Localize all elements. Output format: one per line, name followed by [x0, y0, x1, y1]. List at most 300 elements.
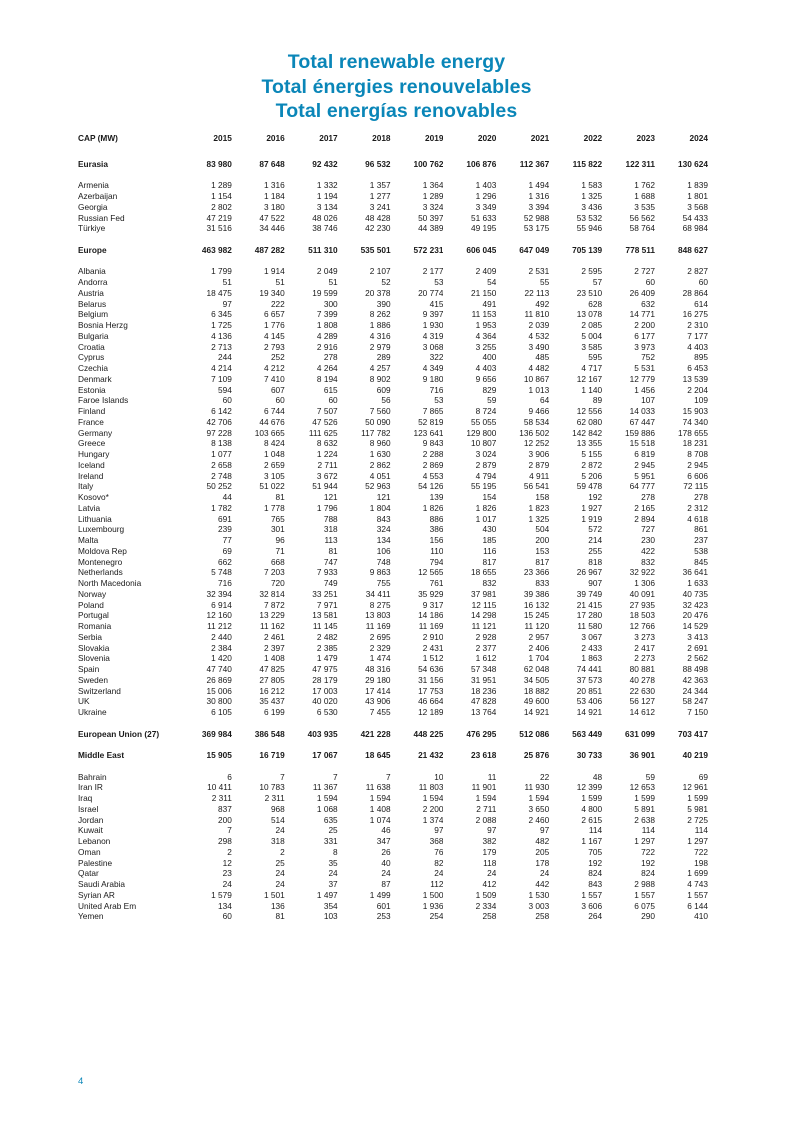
value-cell-2015: 47 740: [206, 664, 232, 674]
country-row-name: Malta: [78, 535, 99, 545]
value-cell-2017: 7 971: [316, 599, 338, 610]
value-cell-2020: 11 901: [471, 782, 497, 793]
value-cell-2020: 258: [482, 911, 497, 922]
value-cell-2019: 21 432: [418, 750, 444, 760]
country-row-name: Slovenia: [78, 653, 110, 664]
value-cell-2017: 25: [328, 825, 338, 836]
country-row-name: United Arab Em: [78, 900, 137, 911]
value-cell-2023: 18 503: [629, 610, 656, 621]
value-cell-2017: 7: [333, 771, 338, 782]
value-cell-2020: 430: [482, 524, 497, 535]
value-cell-2022: 39 749: [576, 588, 603, 599]
value-cell-2023: 2 417: [634, 642, 656, 653]
value-cell-2018: 748: [376, 556, 391, 567]
value-cell-2015: 1 782: [211, 502, 232, 513]
country-row: [78, 653, 708, 664]
table-header-row: [78, 128, 708, 148]
value-cell-2016: 514: [270, 814, 285, 825]
value-cell-2017: 11 145: [312, 621, 338, 631]
value-cell-2020: 2 879: [475, 459, 497, 470]
page-titles: [0, 50, 793, 124]
value-cell-2020: 18 655: [470, 567, 497, 578]
value-cell-2022: 12 556: [576, 406, 603, 416]
value-cell-2015: 2 713: [211, 341, 232, 352]
value-cell-2024: 54 433: [682, 212, 708, 223]
value-cell-2023: 80 881: [629, 664, 656, 674]
value-cell-2021: 18 882: [523, 685, 550, 696]
value-cell-2021: 200: [535, 535, 550, 545]
country-row: [78, 772, 708, 783]
value-cell-2022: 818: [588, 556, 603, 567]
value-cell-2018: 390: [376, 298, 391, 309]
value-cell-2024: 198: [694, 857, 708, 868]
value-cell-2021: 1 013: [528, 384, 550, 395]
value-cell-2022: 26 967: [576, 567, 603, 578]
value-cell-2018: 48 428: [365, 212, 391, 223]
country-row: [78, 449, 708, 460]
country-row-name: Slovakia: [78, 642, 110, 653]
value-cell-2016: 1 316: [264, 180, 285, 191]
value-cell-2024: 109: [694, 395, 708, 406]
value-cell-2022: 4 800: [581, 803, 603, 814]
value-cell-2024: 20 476: [682, 610, 708, 621]
value-cell-2018: 1 357: [369, 180, 391, 191]
value-cell-2015: 837: [218, 803, 232, 814]
value-cell-2017: 615: [323, 384, 338, 395]
spacer-row: [78, 739, 708, 750]
value-cell-2022: 3 436: [581, 201, 603, 212]
value-cell-2018: 121: [376, 492, 391, 502]
value-cell-2015: 30 800: [206, 696, 232, 707]
value-cell-2018: 48 316: [365, 664, 391, 674]
value-cell-2021: 12 252: [523, 438, 550, 449]
value-cell-2020: 49 195: [470, 223, 497, 234]
value-cell-2015: 2 440: [211, 631, 232, 642]
value-cell-2023: 1 688: [634, 191, 656, 201]
value-cell-2017: 51: [328, 277, 338, 287]
value-cell-2015: 239: [218, 524, 232, 535]
value-cell-2022: 114: [588, 825, 603, 836]
country-row: [78, 202, 708, 213]
value-cell-2022: 5 004: [581, 330, 603, 341]
value-cell-2015: 44: [222, 492, 232, 502]
value-cell-2018: 20 378: [365, 287, 391, 298]
value-cell-2024: 40 735: [682, 588, 708, 599]
value-cell-2021: 258: [535, 911, 550, 922]
value-cell-2018: 24: [381, 868, 391, 879]
value-cell-2024: 60: [698, 277, 708, 287]
value-cell-2018: 7 455: [369, 707, 391, 717]
value-cell-2018: 46: [381, 825, 391, 836]
value-cell-2020: 9 656: [475, 373, 497, 384]
value-cell-2018: 17 414: [365, 685, 391, 696]
value-cell-2019: 1 289: [422, 191, 444, 201]
value-cell-2020: 37 981: [470, 588, 497, 599]
value-cell-2018: 2 329: [369, 642, 391, 653]
value-cell-2015: 1 799: [211, 266, 232, 277]
value-cell-2023: 631 099: [625, 728, 656, 739]
value-cell-2019: 1 500: [422, 889, 444, 900]
value-cell-2023: 12 653: [629, 782, 656, 793]
value-cell-2019: 415: [429, 298, 444, 309]
value-cell-2021: 1 823: [528, 502, 550, 513]
value-cell-2021: 158: [535, 492, 550, 502]
value-cell-2022: 17 280: [576, 610, 603, 621]
value-cell-2022: 843: [588, 879, 603, 889]
value-cell-2020: 55 195: [470, 481, 497, 492]
value-cell-2017: 747: [323, 556, 338, 567]
value-cell-2023: 36 901: [629, 750, 656, 760]
header-year-2024: 2024: [689, 133, 708, 143]
value-cell-2024: 6 144: [687, 900, 708, 911]
value-cell-2016: 19 340: [259, 287, 285, 298]
value-cell-2018: 1 408: [369, 803, 391, 814]
value-cell-2016: 1 776: [264, 320, 285, 330]
value-cell-2016: 6 657: [264, 309, 285, 320]
value-cell-2023: 12 779: [629, 373, 656, 384]
value-cell-2022: 3 067: [581, 631, 603, 642]
header-year-2016: 2016: [266, 133, 285, 143]
country-row: [78, 514, 708, 525]
value-cell-2023: 2 638: [634, 814, 656, 825]
value-cell-2024: 5 981: [687, 803, 708, 814]
value-cell-2024: 72 115: [683, 481, 708, 492]
value-cell-2015: 31 516: [206, 223, 232, 234]
value-cell-2019: 54 636: [418, 664, 444, 674]
country-row-name: Ireland: [78, 470, 104, 481]
value-cell-2017: 4 264: [316, 363, 338, 373]
value-cell-2023: 64 777: [629, 481, 656, 492]
value-cell-2016: 24: [275, 825, 285, 836]
value-cell-2016: 1 408: [264, 653, 285, 664]
value-cell-2018: 535 501: [360, 244, 391, 255]
country-row-name: Austria: [78, 287, 104, 298]
value-cell-2019: 9 180: [422, 373, 444, 384]
value-cell-2023: 1 456: [634, 384, 656, 395]
value-cell-2015: 2 384: [211, 642, 232, 653]
value-cell-2016: 103 665: [254, 427, 285, 438]
country-row: [78, 901, 708, 912]
value-cell-2019: 1 936: [422, 900, 444, 911]
value-cell-2017: 92 432: [312, 158, 338, 169]
value-cell-2018: 26: [381, 846, 391, 857]
value-cell-2015: 298: [218, 836, 232, 846]
value-cell-2024: 1 633: [687, 578, 708, 588]
value-cell-2022: 705: [588, 846, 603, 857]
value-cell-2021: 58 534: [523, 416, 550, 427]
value-cell-2020: 12 115: [471, 599, 497, 610]
value-cell-2021: 3 650: [528, 803, 550, 814]
value-cell-2022: 21 415: [576, 599, 603, 610]
value-cell-2024: 24 344: [682, 685, 708, 696]
value-cell-2021: 23 366: [523, 567, 550, 578]
value-cell-2016: 1 184: [264, 191, 285, 201]
country-row-name: UK: [78, 696, 90, 707]
value-cell-2018: 11 638: [365, 782, 391, 793]
value-cell-2020: 476 295: [466, 728, 497, 739]
value-cell-2023: 56 562: [629, 212, 656, 223]
value-cell-2016: 2: [280, 846, 285, 857]
value-cell-2016: 968: [270, 803, 285, 814]
value-cell-2020: 829: [482, 384, 497, 395]
value-cell-2021: 442: [535, 879, 550, 889]
value-cell-2015: 6 105: [211, 707, 232, 717]
country-row-name: Kosovo*: [78, 492, 109, 502]
value-cell-2020: 55 055: [470, 416, 497, 427]
value-cell-2019: 254: [429, 911, 444, 922]
spacer-cell: [78, 234, 708, 245]
country-row: [78, 567, 708, 578]
country-row-name: Armenia: [78, 180, 109, 191]
country-row-name: Bulgaria: [78, 330, 109, 341]
value-cell-2021: 2 531: [528, 266, 550, 277]
value-cell-2016: 318: [270, 836, 285, 846]
value-cell-2021: 11 810: [524, 309, 550, 320]
country-row-name: Switzerland: [78, 685, 121, 696]
value-cell-2015: 5 748: [211, 567, 232, 578]
value-cell-2020: 2 334: [475, 900, 497, 911]
value-cell-2023: 6 819: [634, 449, 656, 459]
value-cell-2020: 1 509: [475, 889, 497, 900]
value-cell-2017: 2 482: [316, 631, 338, 642]
value-cell-2017: 103: [323, 911, 338, 922]
value-cell-2018: 1 474: [369, 653, 391, 664]
title-french: Total énergies renouvelables: [261, 75, 532, 98]
region-row: [78, 729, 708, 740]
value-cell-2017: 8: [333, 846, 338, 857]
country-row: [78, 535, 708, 546]
value-cell-2019: 1 594: [422, 793, 444, 803]
value-cell-2017: 1 194: [316, 191, 338, 201]
header-year-2015: 2015: [213, 133, 232, 143]
value-cell-2019: 3 324: [422, 201, 444, 212]
value-cell-2019: 3 068: [422, 341, 444, 352]
value-cell-2019: 50 397: [418, 212, 444, 223]
value-cell-2016: 35 437: [259, 696, 285, 707]
country-row-name: Iraq: [78, 793, 93, 803]
value-cell-2016: 386 548: [254, 728, 285, 739]
header-year-2018: 2018: [372, 133, 391, 143]
value-cell-2019: 9 843: [422, 438, 444, 449]
value-cell-2019: 794: [429, 556, 444, 567]
value-cell-2020: 47 828: [470, 696, 497, 707]
value-cell-2021: 24: [540, 868, 550, 879]
value-cell-2023: 6 177: [634, 330, 656, 341]
spacer-row: [78, 148, 708, 159]
value-cell-2024: 88 498: [682, 664, 708, 674]
value-cell-2022: 907: [588, 578, 603, 588]
value-cell-2015: 6 142: [211, 406, 232, 416]
country-row: [78, 610, 708, 621]
value-cell-2020: 116: [483, 545, 497, 556]
value-cell-2017: 1 479: [316, 653, 338, 664]
value-cell-2015: 32 394: [206, 588, 232, 599]
value-cell-2016: 3 180: [264, 201, 285, 212]
value-cell-2019: 4 553: [422, 470, 444, 481]
value-cell-2019: 9 317: [422, 599, 444, 610]
value-cell-2024: 2 204: [687, 384, 708, 395]
value-cell-2023: 1 306: [634, 578, 656, 588]
value-cell-2024: 895: [694, 352, 708, 363]
country-row: [78, 438, 708, 449]
value-cell-2023: 1 297: [634, 836, 656, 846]
value-cell-2023: 67 447: [629, 416, 656, 427]
value-cell-2020: 1 826: [475, 502, 497, 513]
header-year-2020: 2020: [477, 133, 497, 143]
value-cell-2016: 668: [270, 556, 285, 567]
value-cell-2019: 53: [434, 395, 444, 406]
value-cell-2017: 6 530: [316, 707, 338, 717]
value-cell-2015: 60: [222, 395, 232, 406]
value-cell-2019: 886: [429, 513, 444, 524]
value-cell-2017: 278: [323, 352, 338, 363]
value-cell-2018: 8 960: [369, 438, 391, 449]
value-cell-2018: 253: [376, 911, 391, 922]
value-cell-2022: 3 585: [581, 341, 603, 352]
value-cell-2017: 11 367: [312, 782, 338, 793]
value-cell-2021: 56 541: [523, 481, 550, 492]
country-row: [78, 374, 708, 385]
value-cell-2022: 192: [588, 857, 603, 868]
value-cell-2022: 1 583: [581, 180, 603, 191]
country-row: [78, 299, 708, 310]
value-cell-2020: 2 711: [476, 803, 497, 814]
value-cell-2023: 14 771: [629, 309, 656, 320]
value-cell-2023: 56 127: [629, 696, 656, 707]
country-row: [78, 331, 708, 342]
value-cell-2016: 10 783: [259, 782, 285, 793]
country-row-name: Croatia: [78, 341, 105, 352]
value-cell-2019: 46 664: [418, 696, 444, 707]
capacity-table: [78, 128, 708, 922]
value-cell-2015: 10 411: [207, 782, 232, 793]
spacer-row: [78, 718, 708, 729]
value-cell-2021: 833: [535, 578, 550, 588]
value-cell-2024: 2 725: [687, 814, 708, 825]
value-cell-2018: 11 169: [365, 621, 391, 631]
value-cell-2024: 40 219: [682, 750, 708, 760]
value-cell-2020: 606 045: [466, 244, 497, 255]
country-row-name: Russian Fed: [78, 212, 125, 223]
value-cell-2018: 7 560: [369, 406, 391, 416]
country-row-name: Greece: [78, 438, 106, 449]
value-cell-2024: 703 417: [678, 728, 708, 739]
value-cell-2015: 83 980: [206, 158, 232, 169]
value-cell-2019: 11 169: [418, 621, 444, 631]
value-cell-2015: 42 706: [206, 416, 232, 427]
spacer-row: [78, 170, 708, 181]
country-row-name: Poland: [78, 599, 104, 610]
value-cell-2023: 14 033: [629, 406, 656, 416]
value-cell-2021: 136 502: [519, 427, 550, 438]
value-cell-2020: 129 800: [466, 427, 497, 438]
value-cell-2022: 14 921: [576, 707, 603, 717]
value-cell-2021: 62 048: [523, 664, 550, 674]
value-cell-2018: 1 074: [369, 814, 391, 825]
value-cell-2022: 37 573: [576, 674, 603, 685]
value-cell-2015: 4 136: [211, 330, 232, 341]
value-cell-2024: 1 599: [687, 793, 708, 803]
value-cell-2023: 290: [641, 911, 656, 922]
value-cell-2021: 34 505: [523, 674, 550, 685]
country-row: [78, 675, 708, 686]
country-row-name: Saudi Arabia: [78, 879, 126, 889]
spacer-cell: [78, 761, 708, 772]
value-cell-2017: 2 916: [316, 341, 338, 352]
value-cell-2020: 97: [487, 825, 497, 836]
value-cell-2019: 24: [434, 868, 444, 879]
value-cell-2023: 778 511: [625, 244, 656, 255]
value-cell-2015: 24: [222, 879, 232, 889]
value-cell-2023: 722: [641, 846, 656, 857]
value-cell-2016: 8 424: [264, 438, 285, 449]
value-cell-2019: 1 364: [422, 180, 444, 191]
country-row: [78, 890, 708, 901]
country-row: [78, 223, 708, 234]
value-cell-2023: 5 891: [634, 803, 656, 814]
value-cell-2024: 4 618: [687, 513, 708, 524]
value-cell-2022: 1 927: [581, 502, 603, 513]
value-cell-2018: 9 863: [369, 567, 391, 578]
value-cell-2019: 76: [434, 846, 444, 857]
value-cell-2018: 56: [381, 395, 391, 406]
value-cell-2017: 13 581: [312, 610, 338, 621]
country-row: [78, 632, 708, 643]
value-cell-2018: 1 499: [369, 889, 391, 900]
country-row-name: Denmark: [78, 373, 112, 384]
country-row-name: Cyprus: [78, 352, 105, 363]
value-cell-2018: 50 090: [365, 416, 391, 427]
value-cell-2024: 16 275: [682, 309, 708, 320]
country-row: [78, 621, 708, 632]
value-cell-2022: 2 085: [581, 320, 603, 330]
value-cell-2023: 3 973: [634, 341, 656, 352]
value-cell-2015: 662: [218, 556, 232, 567]
value-cell-2023: 40 091: [629, 588, 656, 599]
country-row-name: Norway: [78, 588, 107, 599]
value-cell-2019: 112: [430, 879, 444, 889]
value-cell-2017: 300: [323, 298, 338, 309]
country-row-name: Lithuania: [78, 513, 112, 524]
value-cell-2024: 722: [694, 846, 708, 857]
country-row-name: Syrian AR: [78, 889, 115, 900]
value-cell-2022: 12 399: [576, 782, 603, 793]
value-cell-2021: 153: [535, 545, 550, 556]
value-cell-2021: 482: [535, 836, 550, 846]
value-cell-2023: 1 599: [634, 793, 656, 803]
value-cell-2023: 59: [645, 771, 656, 782]
country-row: [78, 696, 708, 707]
value-cell-2022: 5 155: [581, 449, 603, 459]
value-cell-2018: 40: [381, 857, 391, 868]
country-row: [78, 557, 708, 568]
value-cell-2018: 8 262: [369, 309, 391, 320]
value-cell-2020: 832: [482, 578, 497, 588]
value-cell-2021: 2 406: [528, 642, 550, 653]
country-row: [78, 546, 708, 557]
value-cell-2017: 113: [324, 535, 338, 545]
value-cell-2022: 57: [592, 277, 603, 287]
value-cell-2018: 3 241: [369, 201, 391, 212]
value-cell-2017: 7 933: [316, 567, 338, 578]
value-cell-2022: 563 449: [572, 728, 603, 739]
value-cell-2020: 18 236: [470, 685, 497, 696]
value-cell-2018: 29 180: [365, 674, 391, 685]
country-row: [78, 277, 708, 288]
value-cell-2021: 1 530: [528, 889, 550, 900]
value-cell-2020: 817: [482, 556, 497, 567]
value-cell-2015: 691: [218, 513, 232, 524]
